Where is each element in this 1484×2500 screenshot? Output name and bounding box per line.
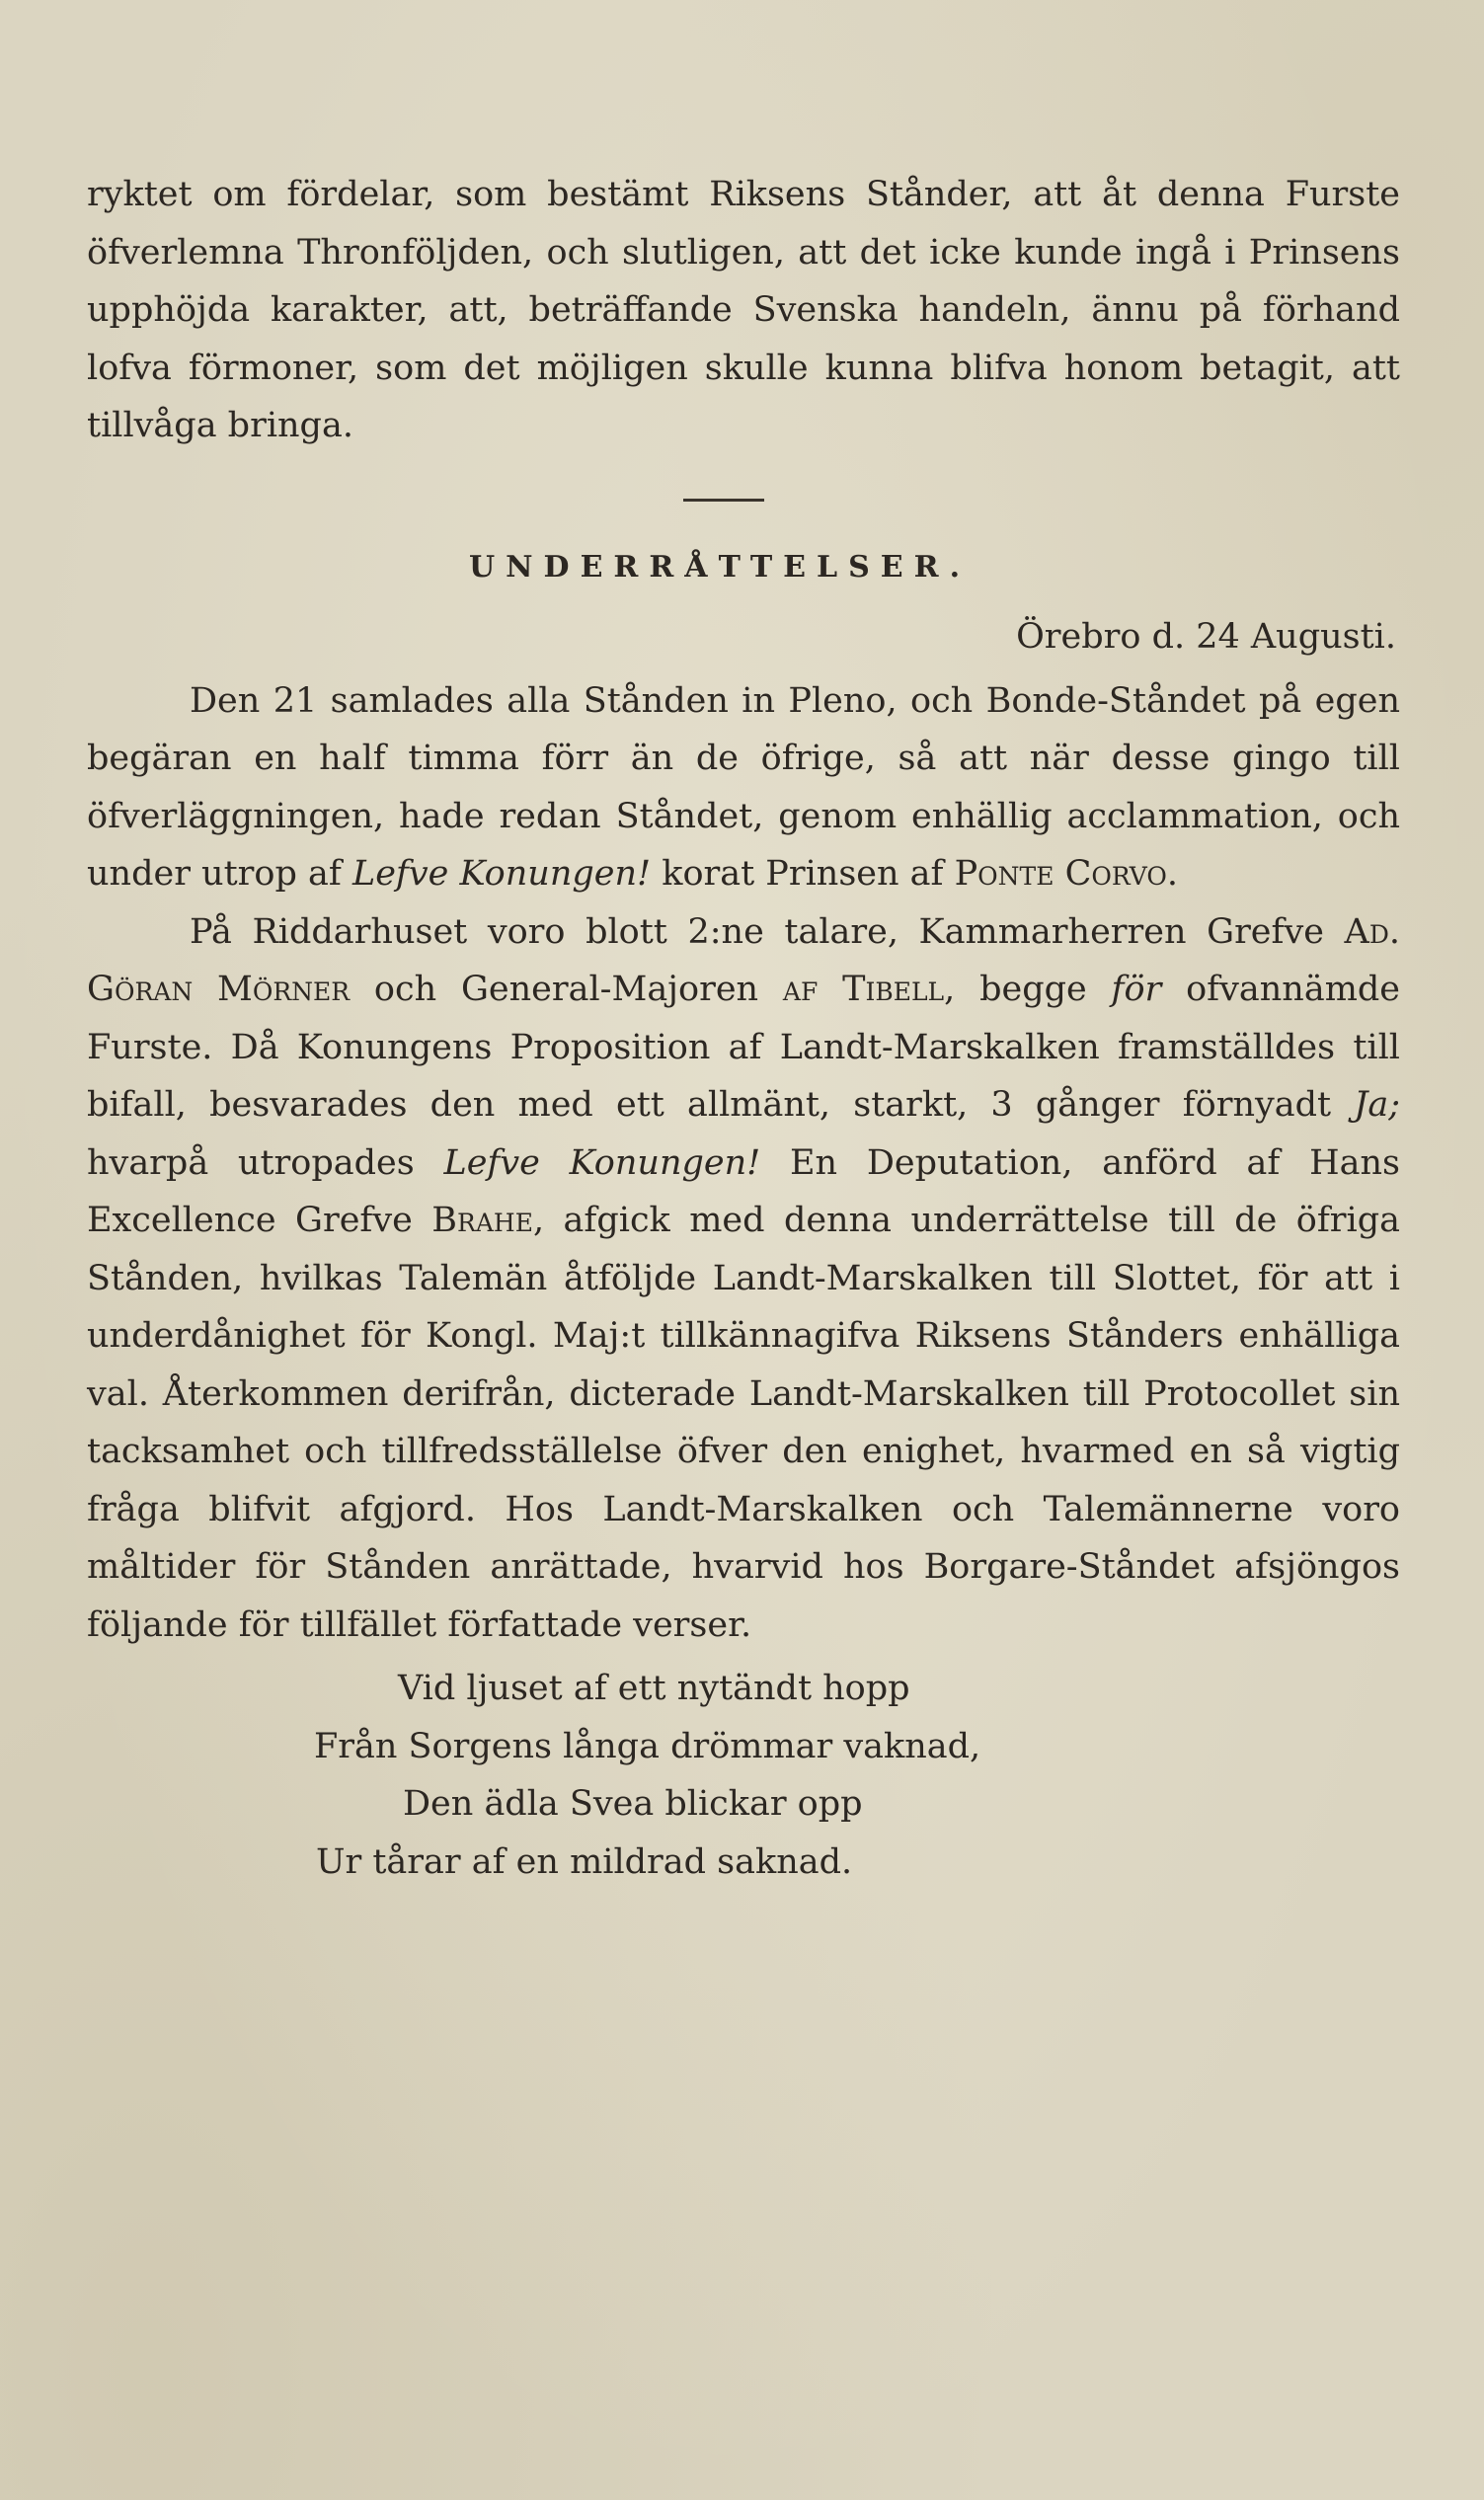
verse-line: Vid ljuset af ett nytändt hopp	[398, 1669, 910, 1708]
italic-exclamation: Lefve Konungen!	[351, 854, 652, 894]
person-name: Ad. Göran Mörner	[87, 911, 1400, 1009]
page-text	[87, 166, 1400, 1891]
paragraph-text: .	[1166, 854, 1179, 894]
paragraph-text: Den 21 samlades alla Stånden in Pleno, och Bonde-Ståndet på egen begäran en half timma förr än de öfrige, så att när desse gingo till öfverläggningen, hade redan Ståndet, genom enhällig acclammation, och under utrop af	[87, 680, 1400, 894]
section-divider	[683, 499, 764, 502]
paragraph-text: ofvannämde Furste. Då Konungens Proposition af Landt-Marskalken framställdes till bifall, besvarades den med ett allmänt, starkt, 3 gånger förnyadt	[87, 970, 1401, 1125]
verse	[87, 1660, 1400, 1891]
paragraph-text: , afgick med denna underrättelse till de öfriga Stånden, hvilkas Talemän åtföljde Landt-Marskalken till Slottet, för att i underdånighet för Kongl. Maj:t tillkännagifva Riksens Stånders enhälliga val. Återkommen derifrån, dicterade Landt-Marskalken till Protocollet sin tacksamhet och tillfredsställelse öfver den enighet, hvarmed en så vigtig fråga blifvit afgjord. Hos Landt-Marskalken och Talemännerne voro måltider för Stånden anrättade, hvarvid hos Borgare-Ståndet afsjöngos följande för tillfället författade verser.	[87, 1201, 1400, 1645]
paragraph-text: , begge	[944, 970, 1112, 1009]
person-name: Ponte Corvo	[954, 854, 1167, 894]
italic-word: Ja;	[1354, 1085, 1400, 1125]
verse-line: Från Sorgens långa drömmar vaknad,	[314, 1726, 981, 1766]
section-heading: UNDERRÅTTELSER.	[468, 549, 972, 585]
paragraph-text: korat Prinsen af	[651, 854, 955, 894]
paragraph-continuation: ryktet om fördelar, som bestämt Riksens Stånder, att åt denna Furste öfverlemna Thronföljden, och slutligen, att det icke kunde ingå i Prinsens upphöjda karakter, att, beträffande Svenska handeln, ännu på förhand lofva förmoner, som det möjligen skulle kunna blifva honom betagit, att tillvåga bringa.	[87, 175, 1400, 445]
paragraph-text: och General-Majoren	[350, 970, 783, 1009]
paragraph-riddarhuset	[87, 903, 1400, 1655]
italic-word: för	[1111, 970, 1162, 1009]
verse-line: Ur tårar af en mildrad saknad.	[316, 1841, 853, 1882]
paragraph-text: På Riddarhuset voro blott 2:ne talare, Kammarherren Grefve	[190, 911, 1345, 952]
paragraph-election	[87, 672, 1400, 903]
person-name: af Tibell	[782, 970, 945, 1009]
italic-exclamation: Lefve Konungen!	[443, 1142, 761, 1183]
person-name: Brahe	[431, 1201, 533, 1240]
verse-line: Den ädla Svea blickar opp	[403, 1784, 863, 1824]
paragraph-text: hvarpå utropades	[87, 1142, 444, 1183]
dateline: Örebro d. 24 Augusti.	[1016, 617, 1396, 657]
paragraph-text: En Deputation, anförd af Hans Excellence Grefve	[87, 1142, 1401, 1240]
